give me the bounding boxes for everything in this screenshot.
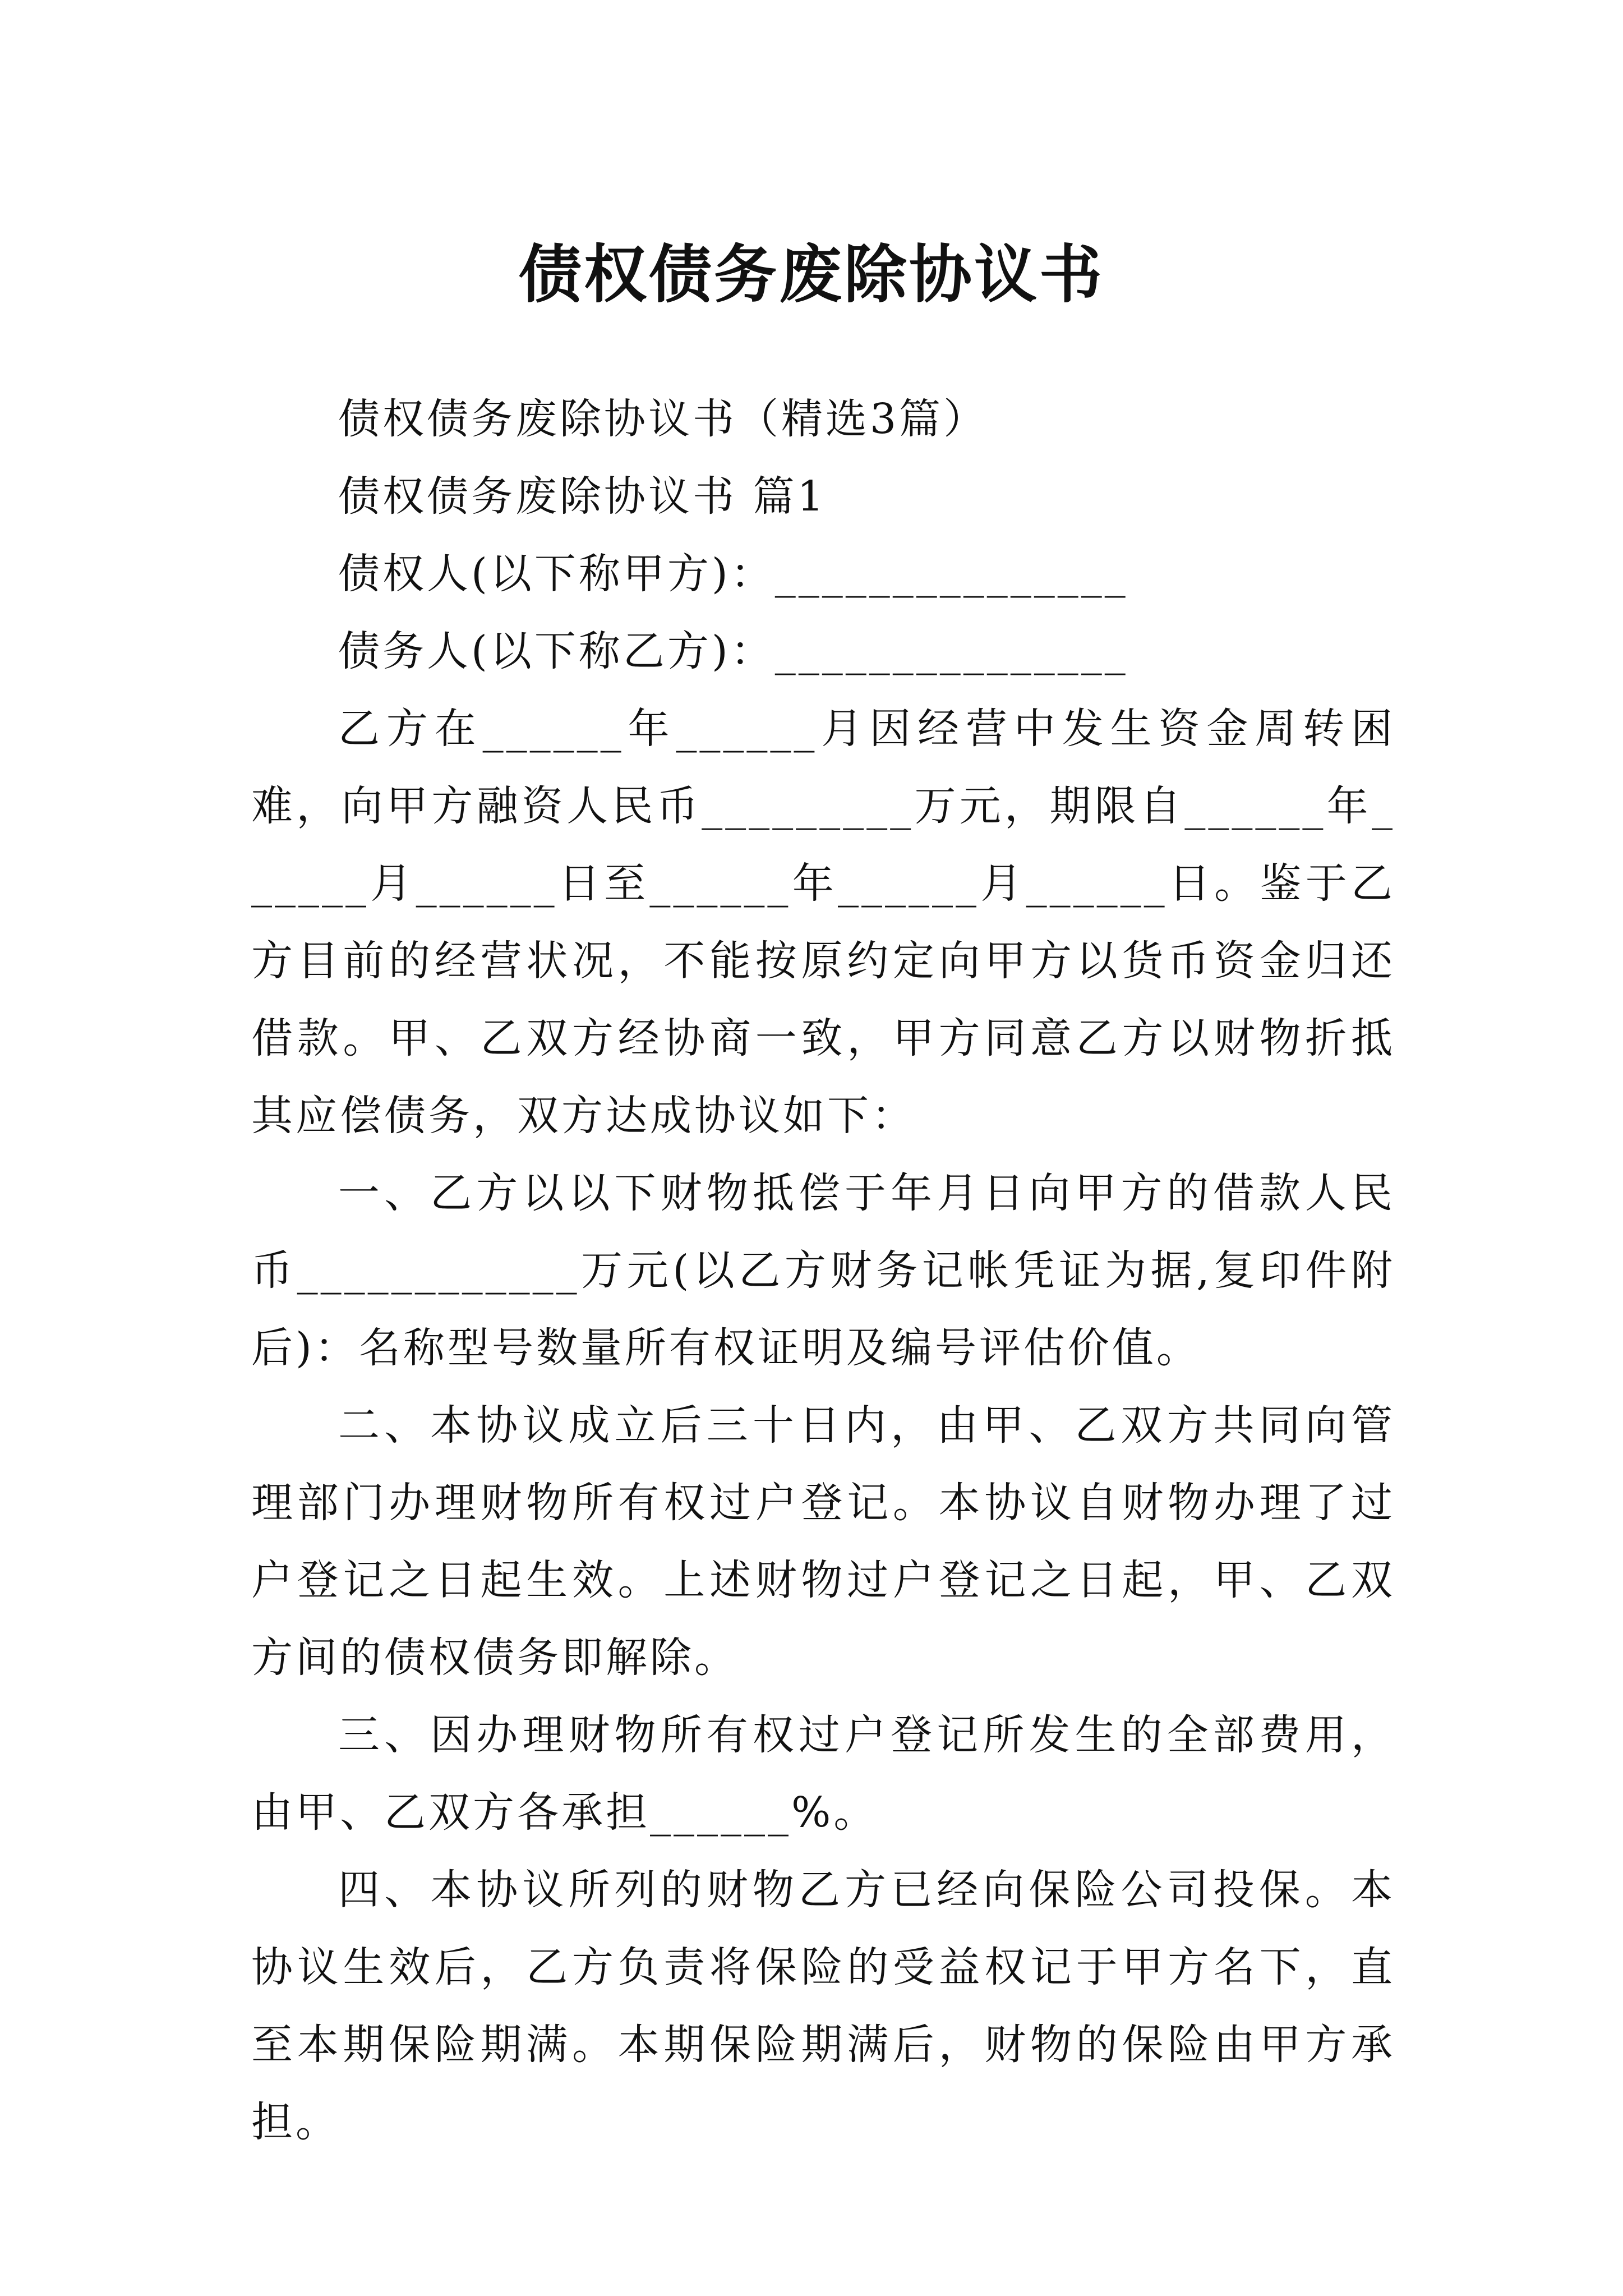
paragraph-clause-4: 四、本协议所列的财物乙方已经向保险公司投保。本协议生效后，乙方负责将保险的受益权记于甲方名下，直至本期保险期满。本期保险期满后，财物的保险由甲方承担。 xyxy=(251,1866,1395,2146)
paragraph-collection-heading: 债权债务废除协议书（精选3篇） xyxy=(338,395,988,443)
paragraph-creditor-line: 债权人(以下称甲方)：_______________ xyxy=(338,550,1128,598)
paragraph-debtor-line: 债务人(以下称乙方)：_______________ xyxy=(338,627,1128,675)
paragraph-clause-3: 三、因办理财物所有权过户登记所发生的全部费用，由甲、乙双方各承担______%。 xyxy=(251,1711,1395,1837)
paragraph-clause-2: 二、本协议成立后三十日内，由甲、乙双方共同向管理部门办理财物所有权过户登记。本协议自财物办理了过户登记之日起生效。上述财物过户登记之日起，甲、乙双方间的债权债务即解除。 xyxy=(251,1401,1395,1682)
paragraph-background: 乙方在______年______月因经营中发生资金周转困难，向甲方融资人民币_________万元，期限自______年______月______日至______年______月______日。鉴于乙方目前的经营状况，不能按原约定向甲方以货币资金归还借款。甲、乙双方经协商一致，甲方同意乙方以财物折抵其应偿债务，双方达成协议如下： xyxy=(251,705,1395,1140)
paragraph-clause-1: 一、乙方以以下财物抵偿于年月日向甲方的借款人民币____________万元(以乙方财务记帐凭证为据,复印件附后)：名称型号数量所有权证明及编号评估价值。 xyxy=(251,1169,1395,1372)
paragraph-section-heading: 债权债务废除协议书 篇1 xyxy=(338,472,827,521)
document-body xyxy=(251,365,1395,2161)
document-title: 债权债务废除协议书 xyxy=(519,238,1104,312)
